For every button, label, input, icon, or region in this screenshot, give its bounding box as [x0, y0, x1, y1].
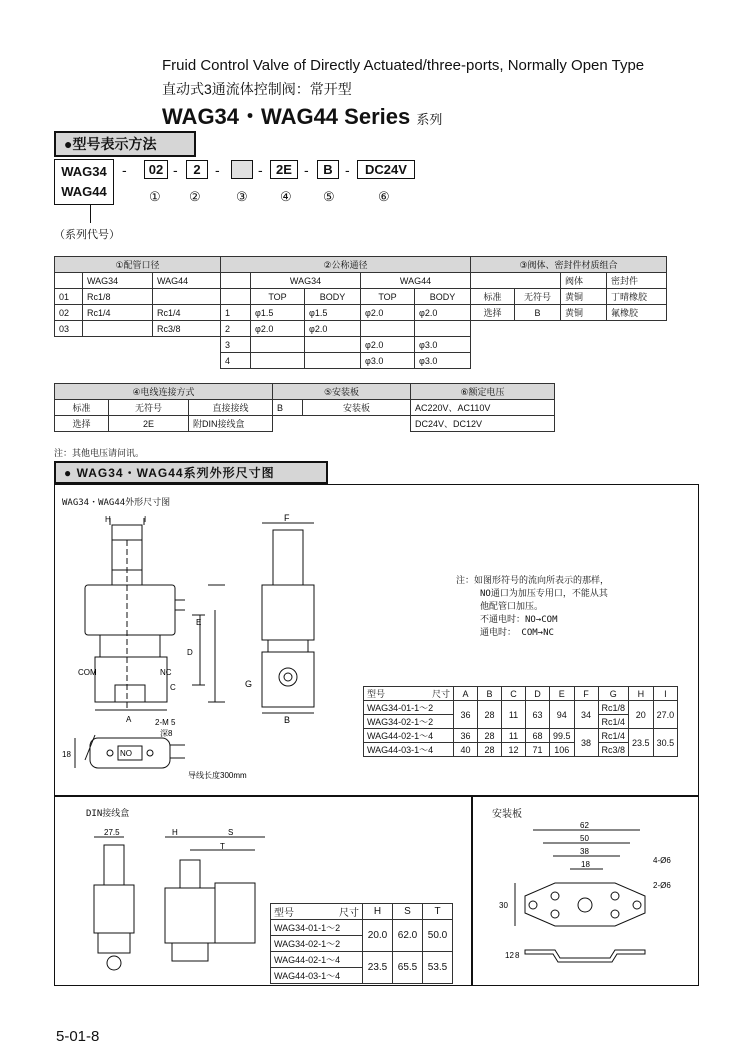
- label-2holes: 2-Ø6: [653, 881, 671, 890]
- dash: -: [122, 162, 127, 178]
- coil-body: [85, 585, 175, 635]
- material-box: [231, 160, 253, 179]
- marker-1: ①: [149, 190, 161, 205]
- dimension-table: 型号 尺寸 A B C D E F G H I WAG34-01-1～2 36 28 11 63 94 34 Rc1/8 20 27.0 WAG34-02-1～2 Rc1/4 WAG44-02-1～4 36 28 11 68 99.5 38 Rc1/4 23.5 30.5 WAG44-03-1～4 40 28 12 71 106 Rc3/8: [363, 686, 678, 757]
- model-section-header: ●型号表示方法: [54, 131, 196, 157]
- label-depth: 深8: [160, 729, 173, 738]
- label-i: I: [144, 515, 147, 524]
- label-nc: NC: [160, 668, 172, 677]
- page-number: 5-01-8: [56, 1028, 100, 1045]
- mount-plate-drawing: [495, 818, 695, 978]
- label-b: B: [284, 715, 291, 725]
- model-code-box: WAG34 WAG44: [54, 159, 114, 205]
- label-18b: 18: [581, 860, 590, 869]
- series-code-label: （系列代号）: [54, 229, 120, 241]
- label-din-h: H: [172, 828, 178, 837]
- label-d: D: [187, 648, 193, 657]
- din-drawing: [80, 825, 270, 980]
- title-english: Fruid Control Valve of Directly Actuated/three-ports, Normally Open Type: [162, 57, 645, 74]
- label-s: S: [228, 828, 234, 837]
- label-30: 30: [499, 901, 508, 910]
- marker-3: ③: [236, 190, 248, 205]
- title-chinese: 直动式3通流体控制阀：常开型: [162, 81, 352, 97]
- spec-table-1: ①配管口径 ②公称通径 ③阀体、密封件材质组合 WAG34 WAG44 WAG34 WAG44 阀体 密封件 01 Rc1/8 TOP BODY TOP BODY 标准 无符号 黄铜 丁晴橡胶 02 Rc1/4 Rc1/4 1 φ1.5 φ1.5 φ2.0 φ2.0 选择 B 黄铜 氟橡胶 03 Rc3/8 2 φ2.0 φ2.0 3 φ2.0 φ3.0 4 φ3.0 φ3.0: [54, 256, 667, 369]
- dash: -: [173, 162, 178, 178]
- label-62: 62: [580, 821, 589, 830]
- label-a: A: [126, 715, 132, 724]
- th-material: ③阀体、密封件材质组合: [471, 257, 667, 273]
- spec-table-2: ④电线连接方式 ⑤安装板 ⑥额定电压 标准 无符号 直接接线 B 安装板 AC220V、AC110V 选择 2E 附DIN接线盒 DC24V、DC12V: [54, 383, 555, 432]
- label-4holes: 4-Ø6: [653, 856, 671, 865]
- th-pipe: ①配管口径: [55, 257, 221, 273]
- mount-title: 安装板: [492, 809, 522, 820]
- label-g: G: [245, 679, 253, 689]
- label-38: 38: [580, 847, 589, 856]
- label-12: 12: [505, 951, 514, 960]
- dash: -: [345, 162, 350, 178]
- label-f: F: [284, 513, 290, 523]
- label-t: T: [220, 842, 225, 851]
- flow-note: 注：如图形符号的流向所表示的那样， NO通口为加压专用口，不能从其 他配管口加压。 不通电时：NO→COM 通电时： COM→NC: [456, 576, 610, 638]
- dash: -: [258, 162, 263, 178]
- valve-body: [95, 657, 167, 702]
- pipe-size-box: 02: [144, 160, 168, 179]
- connection-box: 2E: [270, 160, 298, 179]
- marker-2: ②: [189, 190, 201, 205]
- label-com: COM: [78, 668, 97, 677]
- cable-note: 导线长度300mm: [188, 771, 247, 780]
- marker-5: ⑤: [323, 190, 335, 205]
- label-e: E: [196, 618, 202, 627]
- label-c: C: [170, 683, 176, 692]
- mount-box: B: [317, 160, 339, 179]
- din-title: DIN接线盒: [86, 809, 130, 819]
- label-m5: 2-M 5: [155, 718, 176, 727]
- coil-base: [100, 635, 160, 657]
- valve-side-drawing: [240, 515, 340, 725]
- label-no: NO: [120, 749, 132, 758]
- dash: -: [215, 162, 220, 178]
- voltage-box: DC24V: [357, 160, 415, 179]
- voltage-note: 注：其他电压请问讯。: [54, 448, 145, 458]
- hst-table: 型号 尺寸 H S T WAG34-01-1～2 20.0 62.0 50.0 WAG34-02-1～2 WAG44-02-1～4 23.5 65.5 53.5 WAG44-03-1～4: [270, 903, 453, 984]
- dims-section-header: ● WAG34・WAG44系列外形尺寸图: [54, 461, 328, 484]
- dash: -: [304, 162, 309, 178]
- marker-6: ⑥: [378, 190, 390, 205]
- figure-title: WAG34・WAG44外形尺寸图: [62, 498, 171, 508]
- label-50: 50: [580, 834, 589, 843]
- bore-box: 2: [186, 160, 208, 179]
- th-bore: ②公称通径: [221, 257, 471, 273]
- label-h: H: [105, 515, 111, 524]
- marker-4: ④: [280, 190, 292, 205]
- label-8: 8: [515, 951, 520, 960]
- series-title: WAG34・WAG44 Series 系列: [162, 104, 443, 129]
- label-275: 27.5: [104, 828, 120, 837]
- label-18: 18: [62, 750, 71, 759]
- series-pointer-line: [90, 205, 91, 223]
